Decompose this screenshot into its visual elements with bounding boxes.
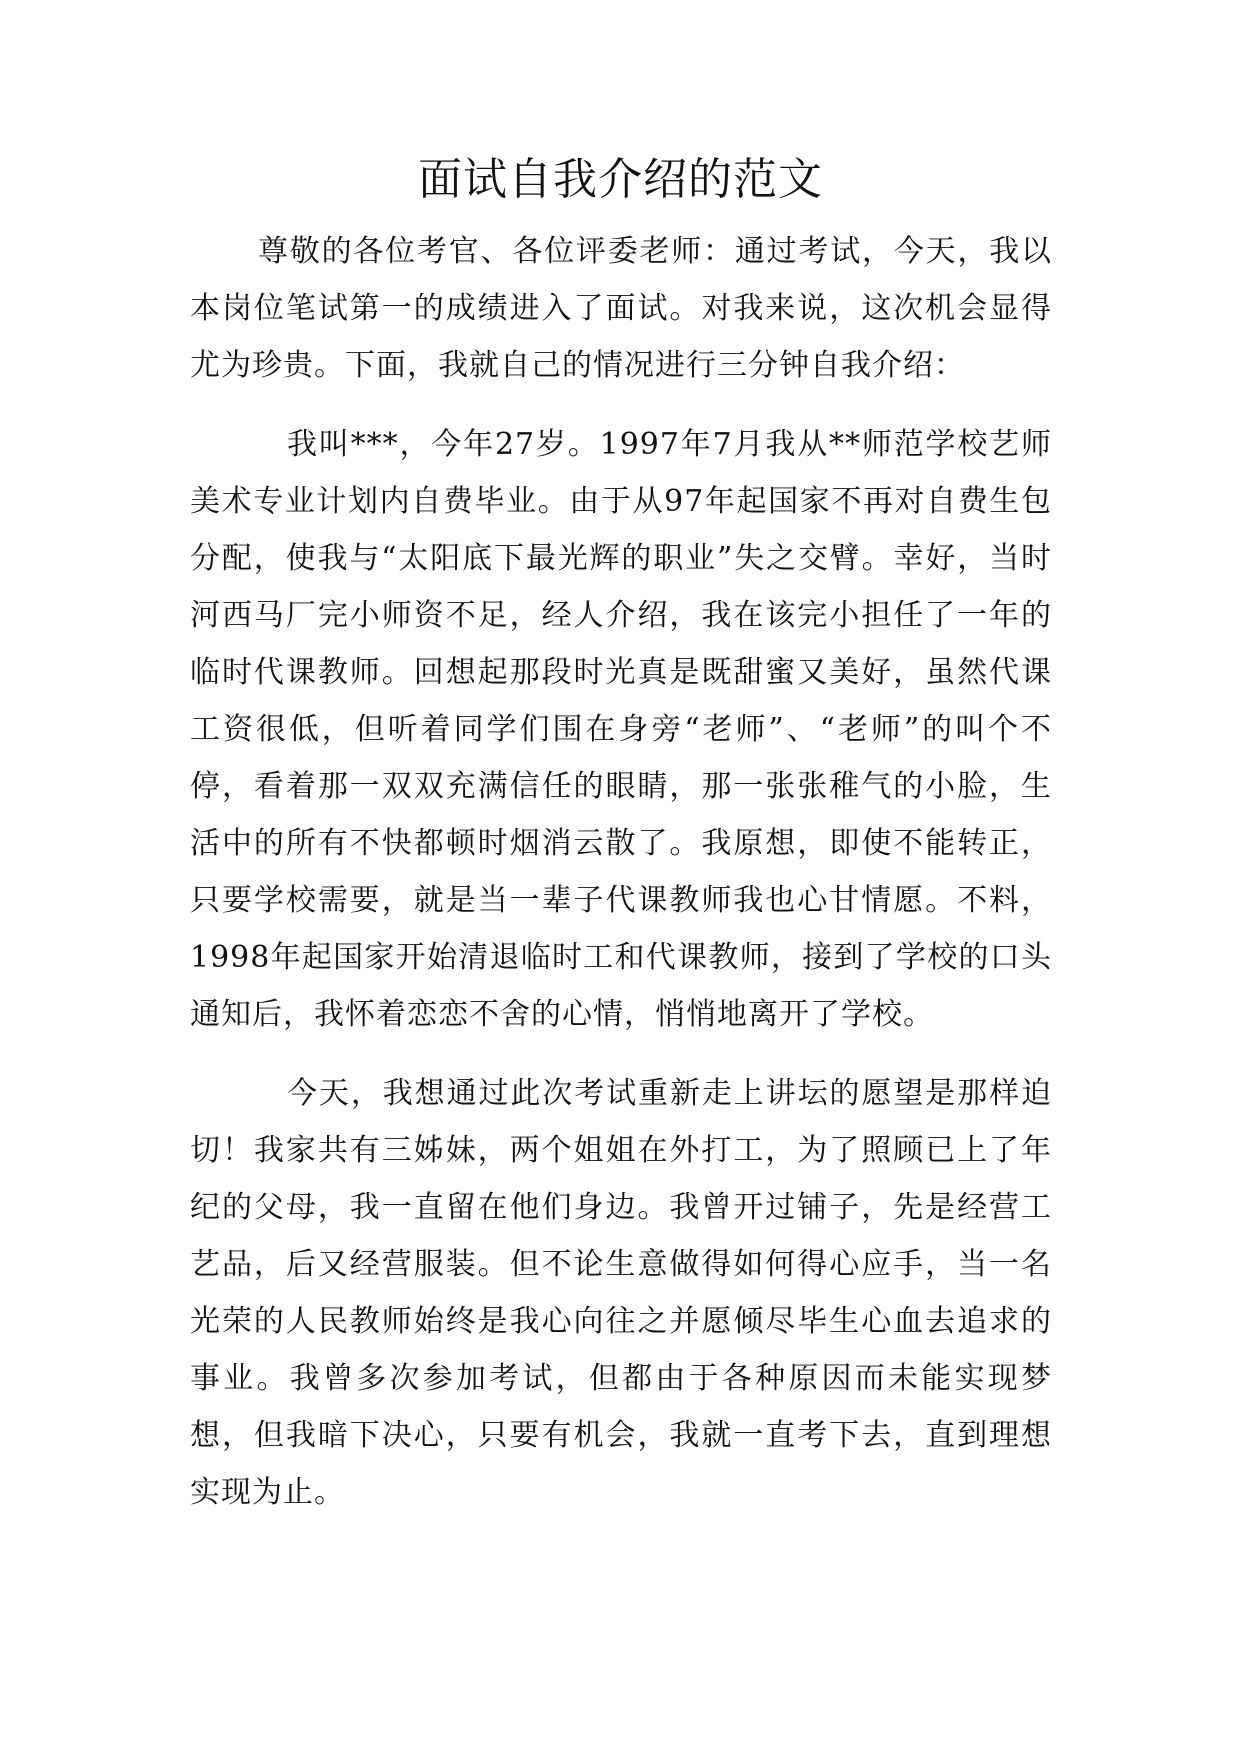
paragraph-background: 我叫***，今年27岁。1997年7月我从**师范学校艺师美术专业计划内自费毕业。由于从97年起国家不再对自费生包分配，使我与“太阳底下最光辉的职业”失之交臂。幸好，当时河西马厂完小师资不足，经人介绍，我在该完小担任了一年的临时代课教师。回想起那段时光真是既甜蜜又美好，虽然代课工资很低，但听着同学们围在身旁“老师”、“老师”的叫个不停，看着那一双双充满信任的眼睛，那一张张稚气的小脸，生活中的所有不快都顿时烟消云散了。我原想，即使不能转正，只要学校需要，就是当一辈子代课教师我也心甘情愿。不料，1998年起国家开始清退临时工和代课教师，接到了学校的口头通知后，我怀着恋恋不舍的心情，悄悄地离开了学校。: [190, 427, 1052, 1032]
document-body: [190, 223, 1052, 1521]
paragraph-greeting: 尊敬的各位考官、各位评委老师：通过考试，今天，我以本岗位笔试第一的成绩进入了面试。对我来说，这次机会显得尤为珍贵。下面，我就自己的情况进行三分钟自我介绍：: [190, 234, 1052, 383]
document-title: 面试自我介绍的范文: [418, 154, 823, 205]
paragraph-aspiration: 今天，我想通过此次考试重新走上讲坛的愿望是那样迫切！我家共有三姊妹，两个姐姐在外打工，为了照顾已上了年纪的父母，我一直留在他们身边。我曾开过铺子，先是经营工艺品，后又经营服装。但不论生意做得如何得心应手，当一名光荣的人民教师始终是我心向往之并愿倾尽毕生心血去追求的事业。我曾多次参加考试，但都由于各种原因而未能实现梦想，但我暗下决心，只要有机会，我就一直考下去，直到理想实现为止。: [190, 1076, 1052, 1510]
